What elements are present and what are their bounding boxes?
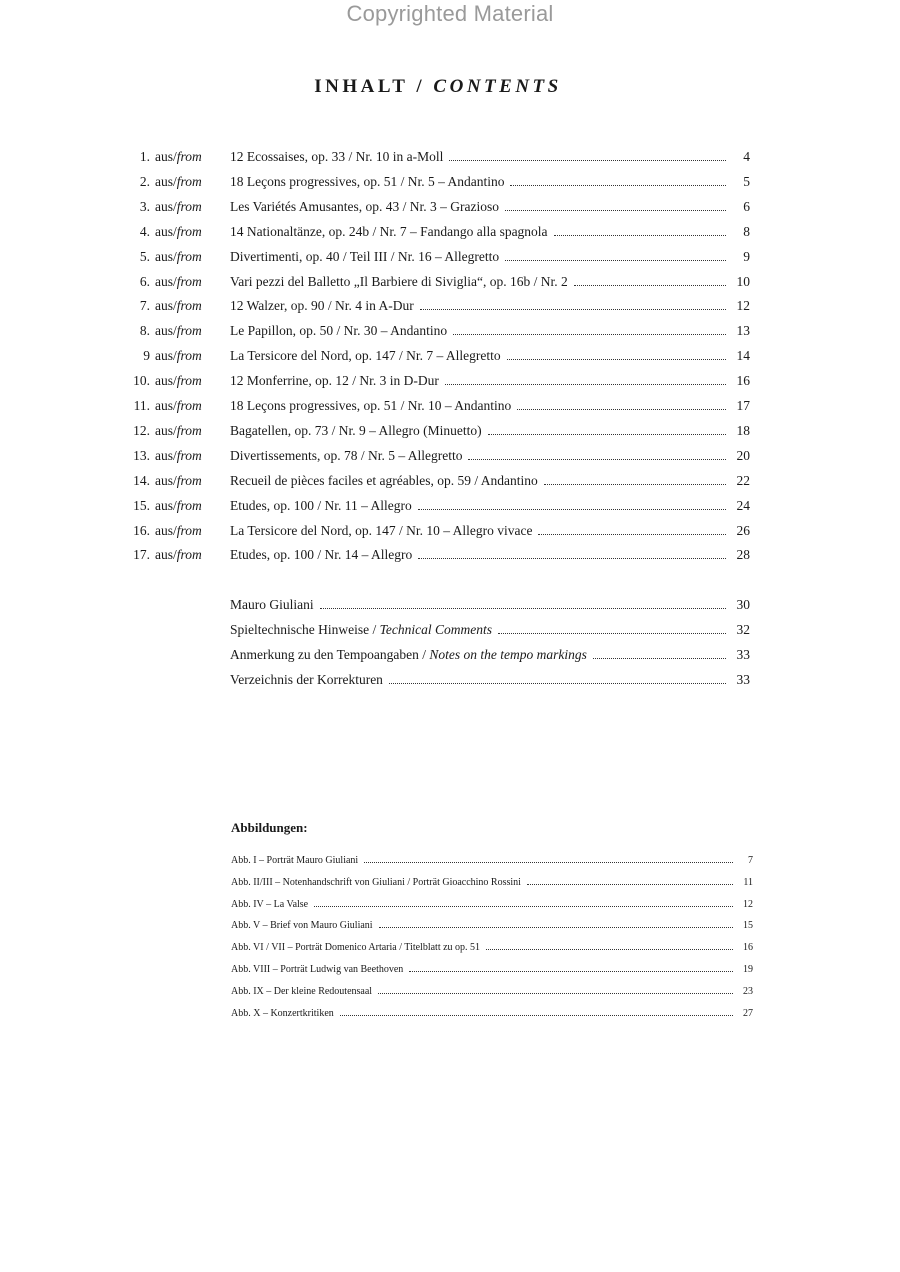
source-label-de: aus/ bbox=[155, 198, 177, 214]
entry-number: 9 bbox=[143, 348, 150, 364]
entry-line bbox=[230, 520, 750, 542]
source-label-en: from bbox=[176, 547, 202, 563]
entry-source-label bbox=[155, 221, 202, 243]
page-number: 11 bbox=[743, 876, 753, 888]
page-number: 8 bbox=[743, 223, 750, 239]
entry-title: Abb. X – Konzertkritiken bbox=[231, 1007, 334, 1019]
entry-source-label bbox=[155, 271, 202, 293]
dot-leader bbox=[498, 632, 726, 634]
source-label-de: aus/ bbox=[155, 547, 177, 563]
entry-title: La Tersicore del Nord, op. 147 / Nr. 7 – Allegretto bbox=[230, 348, 501, 364]
entry-source-label bbox=[155, 171, 202, 193]
source-label-de: aus/ bbox=[155, 422, 177, 438]
entry-line bbox=[230, 644, 750, 666]
entry-title bbox=[230, 644, 593, 666]
page-number: 33 bbox=[736, 672, 750, 687]
entry-line bbox=[230, 395, 750, 417]
page-number: 14 bbox=[736, 348, 750, 364]
source-label-en: from bbox=[176, 497, 202, 513]
entry-title: Abb. IV – La Valse bbox=[231, 898, 309, 910]
entry-title-de: Verzeichnis der Korrekturen bbox=[230, 672, 383, 687]
page-number: 7 bbox=[748, 855, 753, 866]
page-number: 10 bbox=[736, 273, 750, 289]
source-label-de: aus/ bbox=[155, 398, 177, 413]
entry-title: Vari pezzi del Balletto „Il Barbiere di Siviglia“, op. 16b / Nr. 2 bbox=[230, 273, 568, 289]
entry-line bbox=[230, 669, 750, 691]
entry-title: 12 Ecossaises, op. 33 / Nr. 10 in a-Moll bbox=[230, 149, 444, 164]
dot-leader bbox=[488, 433, 726, 435]
dot-leader bbox=[507, 358, 726, 360]
entry-source-label bbox=[155, 345, 202, 367]
illustrations-heading: Abbildungen: bbox=[231, 820, 308, 835]
dot-leader bbox=[517, 408, 726, 410]
entry-source-label bbox=[155, 470, 202, 492]
source-label-en: from bbox=[176, 273, 202, 289]
entry-line bbox=[231, 938, 753, 958]
entry-title: La Tersicore del Nord, op. 147 / Nr. 10 – Allegro vivace bbox=[230, 522, 533, 538]
source-label-de: aus/ bbox=[155, 447, 177, 463]
entry-number: 15. bbox=[133, 497, 150, 513]
page-number: 12 bbox=[743, 898, 753, 910]
entry-title: Etudes, op. 100 / Nr. 14 – Allegro bbox=[230, 547, 413, 563]
page-number: 28 bbox=[736, 547, 750, 563]
entry-title: 18 Leçons progressives, op. 51 / Nr. 5 – Andantino bbox=[230, 173, 505, 189]
entry-source-label bbox=[155, 320, 202, 342]
source-label-de: aus/ bbox=[155, 373, 177, 389]
entry-line bbox=[231, 1004, 753, 1024]
dot-leader bbox=[453, 333, 726, 335]
entry-line bbox=[230, 470, 750, 492]
page-number: 9 bbox=[743, 248, 750, 264]
entry-title: Abb. VIII – Porträt Ludwig van Beethoven bbox=[231, 964, 404, 975]
dot-leader bbox=[389, 682, 726, 684]
page-number: 5 bbox=[743, 173, 750, 189]
title-main: INHALT / bbox=[314, 76, 434, 97]
entry-number: 11. bbox=[133, 398, 150, 413]
entry-title: 18 Leçons progressives, op. 51 / Nr. 10 – Andantino bbox=[230, 398, 512, 413]
entry-title: Abb. VI / VII – Porträt Domenico Artaria / Titelblatt zu op. 51 bbox=[231, 942, 481, 954]
watermark: Copyrighted Material bbox=[346, 1, 554, 26]
dot-leader bbox=[449, 159, 726, 161]
entry-line bbox=[230, 594, 750, 616]
entry-number: 7. bbox=[139, 298, 150, 314]
source-label-en: from bbox=[176, 522, 202, 538]
entry-line bbox=[230, 221, 750, 243]
dot-leader bbox=[593, 657, 726, 659]
entry-source-label bbox=[155, 370, 202, 392]
source-label-en: from bbox=[176, 298, 202, 314]
dot-leader bbox=[554, 234, 726, 236]
page-number: 16 bbox=[736, 373, 750, 389]
entry-title bbox=[230, 669, 389, 691]
entry-line bbox=[231, 982, 753, 1002]
page-number: 32 bbox=[736, 622, 750, 637]
entry-number: 3. bbox=[139, 198, 150, 214]
entry-line bbox=[231, 916, 753, 936]
source-label-de: aus/ bbox=[155, 298, 177, 314]
entry-line bbox=[230, 420, 750, 442]
entry-title-en: Notes on the tempo markings bbox=[429, 647, 587, 662]
entry-source-label bbox=[155, 520, 202, 542]
page-number: 13 bbox=[736, 323, 750, 339]
page-number: 20 bbox=[736, 447, 750, 463]
dot-leader bbox=[505, 259, 726, 261]
page-number: 18 bbox=[736, 422, 750, 438]
entry-number: 12. bbox=[133, 422, 150, 438]
page-number: 15 bbox=[743, 920, 753, 932]
entry-title: Recueil de pièces faciles et agréables, op. 59 / Andantino bbox=[230, 472, 538, 488]
entry-source-label bbox=[155, 445, 202, 467]
page-number: 33 bbox=[736, 647, 750, 662]
dot-leader bbox=[314, 905, 733, 907]
dot-leader bbox=[468, 458, 726, 460]
source-label-en: from bbox=[176, 223, 202, 239]
entry-line bbox=[230, 345, 750, 367]
source-label-de: aus/ bbox=[155, 273, 177, 289]
entry-title: 14 Nationaltänze, op. 24b / Nr. 7 – Fandango alla spagnola bbox=[230, 223, 548, 239]
entry-line bbox=[230, 196, 750, 218]
entry-title: 12 Monferrine, op. 12 / Nr. 3 in D-Dur bbox=[230, 373, 439, 389]
entry-number: 2. bbox=[139, 173, 150, 189]
entry-line bbox=[231, 873, 753, 893]
page-number: 12 bbox=[736, 298, 750, 314]
dot-leader bbox=[510, 184, 726, 186]
source-label-de: aus/ bbox=[155, 348, 177, 364]
entry-title: Divertimenti, op. 40 / Teil III / Nr. 16 – Allegretto bbox=[230, 248, 500, 264]
entry-number: 1. bbox=[139, 149, 150, 164]
entry-line bbox=[230, 146, 750, 168]
entry-line bbox=[231, 895, 753, 915]
entry-title: Le Papillon, op. 50 / Nr. 30 – Andantino bbox=[230, 323, 448, 339]
source-label-de: aus/ bbox=[155, 149, 177, 164]
entry-number: 14. bbox=[133, 472, 150, 488]
entry-source-label bbox=[155, 295, 202, 317]
entry-title: Abb. II/III – Notenhandschrift von Giuliani / Porträt Gioacchino Rossini bbox=[231, 876, 521, 888]
dot-leader bbox=[418, 508, 726, 510]
source-label-en: from bbox=[176, 198, 202, 214]
entry-title-de: Spieltechnische Hinweise / bbox=[230, 622, 380, 637]
page-number: 24 bbox=[736, 497, 750, 513]
page-number: 27 bbox=[743, 1007, 753, 1019]
entry-title: Divertissements, op. 78 / Nr. 5 – Allegretto bbox=[230, 447, 463, 463]
dot-leader bbox=[538, 533, 726, 535]
entry-line bbox=[230, 370, 750, 392]
entry-line bbox=[230, 445, 750, 467]
entry-number: 5. bbox=[139, 248, 150, 264]
entry-title: Abb. IX – Der kleine Redoutensaal bbox=[231, 985, 373, 997]
entry-source-label bbox=[155, 395, 202, 417]
entry-line bbox=[230, 295, 750, 317]
source-label-en: from bbox=[176, 398, 202, 413]
source-label-en: from bbox=[176, 447, 202, 463]
entry-line bbox=[230, 544, 750, 566]
page-number: 26 bbox=[736, 522, 750, 538]
entry-title: 12 Walzer, op. 90 / Nr. 4 in A-Dur bbox=[230, 298, 414, 314]
entry-title: Les Variétés Amusantes, op. 43 / Nr. 3 – Grazioso bbox=[230, 198, 499, 214]
entry-line bbox=[231, 960, 753, 980]
source-label-en: from bbox=[176, 173, 202, 189]
entry-title: Etudes, op. 100 / Nr. 11 – Allegro bbox=[230, 497, 412, 513]
entry-line bbox=[230, 619, 750, 641]
dot-leader bbox=[340, 1014, 733, 1016]
source-label-en: from bbox=[176, 248, 202, 264]
page-number: 4 bbox=[743, 149, 750, 164]
dot-leader bbox=[418, 557, 726, 559]
entry-title bbox=[230, 619, 498, 641]
dot-leader bbox=[527, 883, 733, 885]
source-label-de: aus/ bbox=[155, 497, 177, 513]
dot-leader bbox=[445, 383, 726, 385]
entry-title-de: Mauro Giuliani bbox=[230, 597, 314, 612]
page-number: 16 bbox=[743, 942, 753, 954]
source-label-en: from bbox=[176, 472, 202, 488]
entry-title bbox=[230, 594, 320, 616]
dot-leader bbox=[544, 483, 726, 485]
entry-line bbox=[230, 271, 750, 293]
entry-title: Bagatellen, op. 73 / Nr. 9 – Allegro (Minuetto) bbox=[230, 422, 482, 438]
dot-leader bbox=[364, 861, 733, 863]
entry-number: 13. bbox=[133, 447, 150, 463]
dot-leader bbox=[379, 926, 733, 928]
entry-source-label bbox=[155, 196, 202, 218]
source-label-en: from bbox=[176, 323, 202, 339]
source-label-en: from bbox=[176, 373, 202, 389]
entry-title: Abb. V – Brief von Mauro Giuliani bbox=[231, 920, 373, 932]
entry-source-label bbox=[155, 146, 202, 168]
dot-leader bbox=[320, 607, 726, 609]
entry-line bbox=[231, 851, 753, 871]
dot-leader bbox=[378, 992, 733, 994]
dot-leader bbox=[505, 209, 726, 211]
entry-number: 8. bbox=[139, 323, 150, 339]
entry-line bbox=[230, 171, 750, 193]
page-number: 19 bbox=[743, 964, 753, 975]
entry-number: 4. bbox=[139, 223, 150, 239]
source-label-de: aus/ bbox=[155, 472, 177, 488]
source-label-de: aus/ bbox=[155, 223, 177, 239]
entry-line bbox=[230, 320, 750, 342]
entry-title-en: Technical Comments bbox=[379, 622, 492, 637]
source-label-en: from bbox=[176, 422, 202, 438]
page-number: 22 bbox=[736, 472, 750, 488]
dot-leader bbox=[486, 948, 733, 950]
source-label-en: from bbox=[176, 348, 202, 364]
entry-source-label bbox=[155, 420, 202, 442]
page-title bbox=[0, 76, 876, 98]
source-label-de: aus/ bbox=[155, 173, 177, 189]
dot-leader bbox=[420, 308, 726, 310]
page-number: 23 bbox=[743, 985, 753, 997]
page-number: 6 bbox=[743, 198, 750, 214]
entry-source-label bbox=[155, 246, 202, 268]
entry-title-de: Anmerkung zu den Tempoangaben / bbox=[230, 647, 430, 662]
entry-number: 16. bbox=[133, 522, 150, 538]
entry-line bbox=[230, 495, 750, 517]
source-label-en: from bbox=[176, 149, 202, 164]
entry-number: 6. bbox=[139, 273, 150, 289]
entry-source-label bbox=[155, 544, 202, 566]
dot-leader bbox=[409, 970, 733, 972]
title-italic: CONTENTS bbox=[433, 76, 562, 97]
entry-number: 10. bbox=[133, 373, 150, 389]
page-number: 30 bbox=[736, 597, 750, 612]
page-number: 17 bbox=[736, 398, 750, 413]
source-label-de: aus/ bbox=[155, 323, 177, 339]
source-label-de: aus/ bbox=[155, 522, 177, 538]
dot-leader bbox=[574, 284, 726, 286]
entry-line bbox=[230, 246, 750, 268]
entry-source-label bbox=[155, 495, 202, 517]
entry-number: 17. bbox=[133, 547, 150, 563]
source-label-de: aus/ bbox=[155, 248, 177, 264]
entry-title: Abb. I – Porträt Mauro Giuliani bbox=[231, 855, 359, 866]
